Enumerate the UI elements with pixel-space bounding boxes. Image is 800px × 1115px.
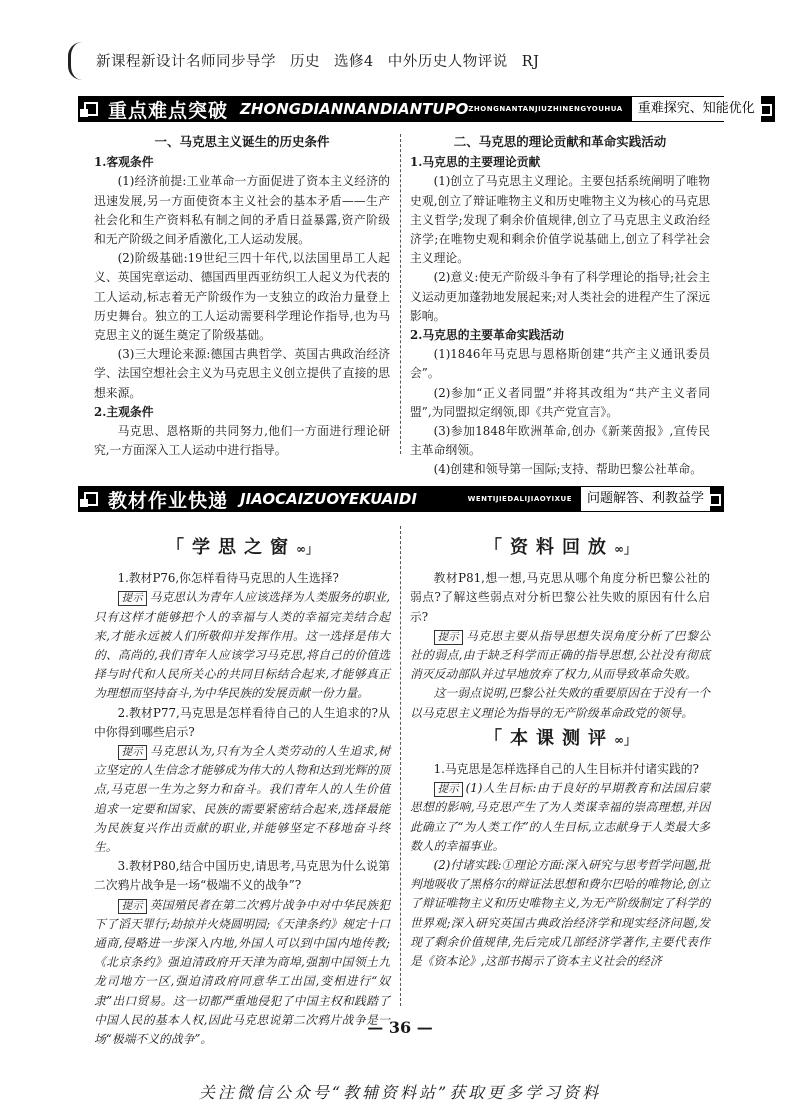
- paragraph: (1)1846年马克思与恩格斯创建“共产主义通讯委员会”。: [410, 347, 710, 381]
- column-divider: [400, 134, 401, 454]
- answer-paragraph: 这一弱点说明,巴黎公社失败的重要原因在于没有一个以马克思主义理论为指导的无产阶级革命政党的领导。: [410, 686, 710, 720]
- question: 3.教材P80,结合中国历史,请思考,马克思为什么说第二次鸦片战争是一场“极端不义的战争”?: [94, 859, 390, 893]
- subheading: 2.主观条件: [94, 404, 154, 419]
- hint-label: 提示: [118, 899, 147, 914]
- section-title-thinking: 「学思之窗∞」: [166, 537, 318, 558]
- answer-text: 马克思认为青年人应该选择为人类服务的职业,只有这样才能够把个人的幸福与人类的幸福完美结合起来,才能永远被人们所敬仰并发挥作用。这一选择是伟大的、高尚的,我们青年人应该学习马克思,将自己的价值选择与时代和人民所关心的共同目标结合起来,才能够真正为理想而坚持奋斗,为中华民族的发展贡献一份力量。: [94, 590, 390, 701]
- banner-square-icon: [84, 102, 98, 116]
- paragraph: (3)三大理论来源:德国古典哲学、英国古典政治经济学、法国空想社会主义为马克思主义创立提供了直接的思想来源。: [94, 347, 390, 400]
- subheading: 1.马克思的主要理论贡献: [410, 155, 541, 170]
- banner-end-icon: [710, 486, 724, 512]
- answer: [94, 742, 390, 857]
- banner-pinyin-small: ZHONGNANTANJIUZHINENGYOUHUA: [468, 105, 623, 113]
- question: 2.教材P77,马克思是怎样看待自己的人生追求的?从中你得到哪些启示?: [94, 705, 390, 739]
- paragraph: (4)创建和领导第一国际;支持、帮助巴黎公社革命。: [433, 462, 703, 477]
- footer-note: 关注微信公众号“教辅资料站”获取更多学习资料: [198, 1083, 602, 1102]
- header-subject: 历史: [290, 54, 320, 70]
- section-title-assessment: 「本课测评∞」: [484, 727, 636, 749]
- wave-icon: ∞」: [296, 542, 318, 556]
- paragraph: (1)创立了马克思主义理论。主要包括系统阐明了唯物史观,创立了辩证唯物主义和历史唯物主义为核心的马克思主义哲学;发现了剩余价值规律,创立了马克思主义政治经济学;在唯物史观和剩余价值学说基础上,创立了科学社会主义理论。: [410, 174, 710, 266]
- banner-pinyin: ZHONGDIANNANDIANTUPO: [240, 100, 469, 118]
- answer-paragraph: (2)付诸实践:①理论方面:深入研究与思考哲学问题,批判地吸收了黑格尔的辩证法思想和费尔巴哈的唯物论,创立了辩证唯物主义和历史唯物主义,为无产阶级制定了科学的世界观;深入研究英国古典政治经济学和现实经济问题,发现了剩余价值规律,先后完成几部经济学著作,主要代表作是《资本论》,这部书揭示了资本主义社会的经济: [410, 858, 710, 969]
- section-banner-key-points: [78, 96, 755, 122]
- banner-tag: 重难探究、知能优化: [629, 97, 761, 121]
- running-header: [96, 50, 553, 71]
- section-title-text: 资料回放: [510, 537, 614, 558]
- section-heading: 一、马克思主义诞生的历史条件: [154, 134, 330, 149]
- answer-text: 马克思主要从指导思想失误角度分析了巴黎公社的弱点,由于缺乏科学而正确的指导思想,公社没有彻底消灭反动部队并过早地放弃了权力,从而导致革命失败。: [410, 628, 710, 682]
- hint-label: 提示: [118, 591, 147, 606]
- paragraph: 马克思、恩格斯的共同努力,他们一方面进行理论研究,一方面深入工人运动中进行指导。: [94, 424, 390, 458]
- wave-icon: ∞」: [614, 542, 636, 556]
- header-bracket: [68, 42, 85, 80]
- paragraph: (2)阶级基础:19世纪三四十年代,以法国里昂工人起义、英国宪章运动、德国西里西亚纺织工人起义为代表的工人运动,标志着无产阶级作为一支独立的政治力量登上历史舞台。独立的工人运动需要科学理论作指导,也为马克思主义的诞生奠定了阶级基础。: [94, 251, 390, 343]
- homework-left-column: [94, 532, 390, 1049]
- answer-text: 英国殖民者在第二次鸦片战争中对中华民族犯下了滔天罪行;劫掠并火烧圆明园;《天津条约》规定十口通商,侵略进一步深入内地,外国人可以到中国内地传教;《北京条约》强迫清政府开天津为商埠,强割中国领土九龙司地方一区,强迫清政府同意华工出国,变相进行“奴隶”出口贸易。这一切都严重地侵犯了中国主权和践踏了中国人民的基本人权,因此马克思说第二次鸦片战争是一场“极端不义的战争”。: [94, 897, 390, 1047]
- section-title-text: 学思之窗: [192, 537, 296, 558]
- banner-tag: 问题解答、利教益学: [578, 487, 710, 511]
- paragraph: (2)意义:使无产阶级斗争有了科学理论的指导;社会主义运动更加蓬勃地发展起来;对人类社会的进程产生了深远影响。: [410, 270, 710, 323]
- hint-label: 提示: [434, 630, 463, 645]
- banner-pinyin-small: WENTIJIEDALIJIAOYIXUE: [467, 495, 572, 503]
- question: 1.马克思是怎样选择自己的人生目标并付诸实践的?: [433, 762, 699, 777]
- banner-square-icon: [84, 492, 98, 506]
- answer: [410, 779, 710, 856]
- paragraph: (2)参加“正义者同盟”并将其改组为“共产主义者同盟”,为同盟拟定纲领,即《共产党宣言》。: [410, 385, 710, 419]
- key-points-right-column: [410, 132, 710, 480]
- answer: [94, 588, 390, 703]
- hint-label: 提示: [118, 745, 147, 760]
- header-book: 中外历史人物评说: [387, 54, 508, 70]
- subheading: 2.马克思的主要革命实践活动: [410, 328, 564, 343]
- question: 教材P81,想一想,马克思从哪个角度分析巴黎公社的弱点?了解这些弱点对分析巴黎公社失败的原因有什么启示?: [410, 571, 710, 624]
- paragraph: (3)参加1848年欧洲革命,创办《新莱茵报》,宣传民主革命纲领。: [410, 424, 710, 458]
- banner-title: 重点难点突破: [108, 99, 229, 122]
- header-series: 新课程新设计名师同步导学: [96, 54, 276, 70]
- banner-end-icon: [761, 96, 775, 122]
- key-points-left-column: [94, 132, 390, 460]
- section-title-material: 「资料回放∞」: [484, 537, 636, 558]
- header-volume: 选修4: [334, 54, 374, 70]
- answer: [410, 627, 710, 685]
- subheading: 1.客观条件: [94, 155, 154, 170]
- answer-text: 马克思认为,只有为全人类劳动的人生追求,树立坚定的人生信念才能够成为伟大的人物和达到光辉的顶点,马克思一生为之努力和奋斗。我们青年人的人生价值追求一定要和国家、民族的需要紧密结合起来,选择最能为民族复兴作出贡献的职业,并能够坚定不移地奋斗终生。: [94, 744, 390, 855]
- banner-pinyin: JIAOCAIZUOYEKUAIDI: [240, 490, 417, 508]
- banner-title: 教材作业快递: [108, 489, 229, 512]
- section-banner-homework: [78, 486, 724, 512]
- section-heading: 二、马克思的理论贡献和革命实践活动: [453, 134, 667, 149]
- wave-icon: ∞」: [614, 732, 636, 747]
- question: 1.教材P76,你怎样看待马克思的人生选择?: [117, 571, 339, 586]
- paragraph: (1)经济前提:工业革命一方面促进了资本主义经济的迅速发展,另一方面使资本主义社会的基本矛盾——生产社会化和生产资料私有制之间的矛盾日益暴露,资产阶级和无产阶级之间矛盾激化,工人运动发展。: [94, 174, 390, 247]
- answer-text: (1)人生目标:由于良好的早期教育和法国启蒙思想的影响,马克思产生了为人类谋幸福的崇高理想,并因此确立了“为人类工作”的人生目标,立志献身于人类最大多数人的幸福事业。: [410, 781, 710, 853]
- page-number: — 36 —: [367, 1018, 433, 1037]
- homework-right-column: [410, 532, 710, 971]
- header-edition: RJ: [521, 54, 540, 70]
- hint-label: 提示: [434, 782, 463, 797]
- column-divider: [400, 526, 401, 1006]
- section-title-text: 本课测评: [510, 727, 614, 749]
